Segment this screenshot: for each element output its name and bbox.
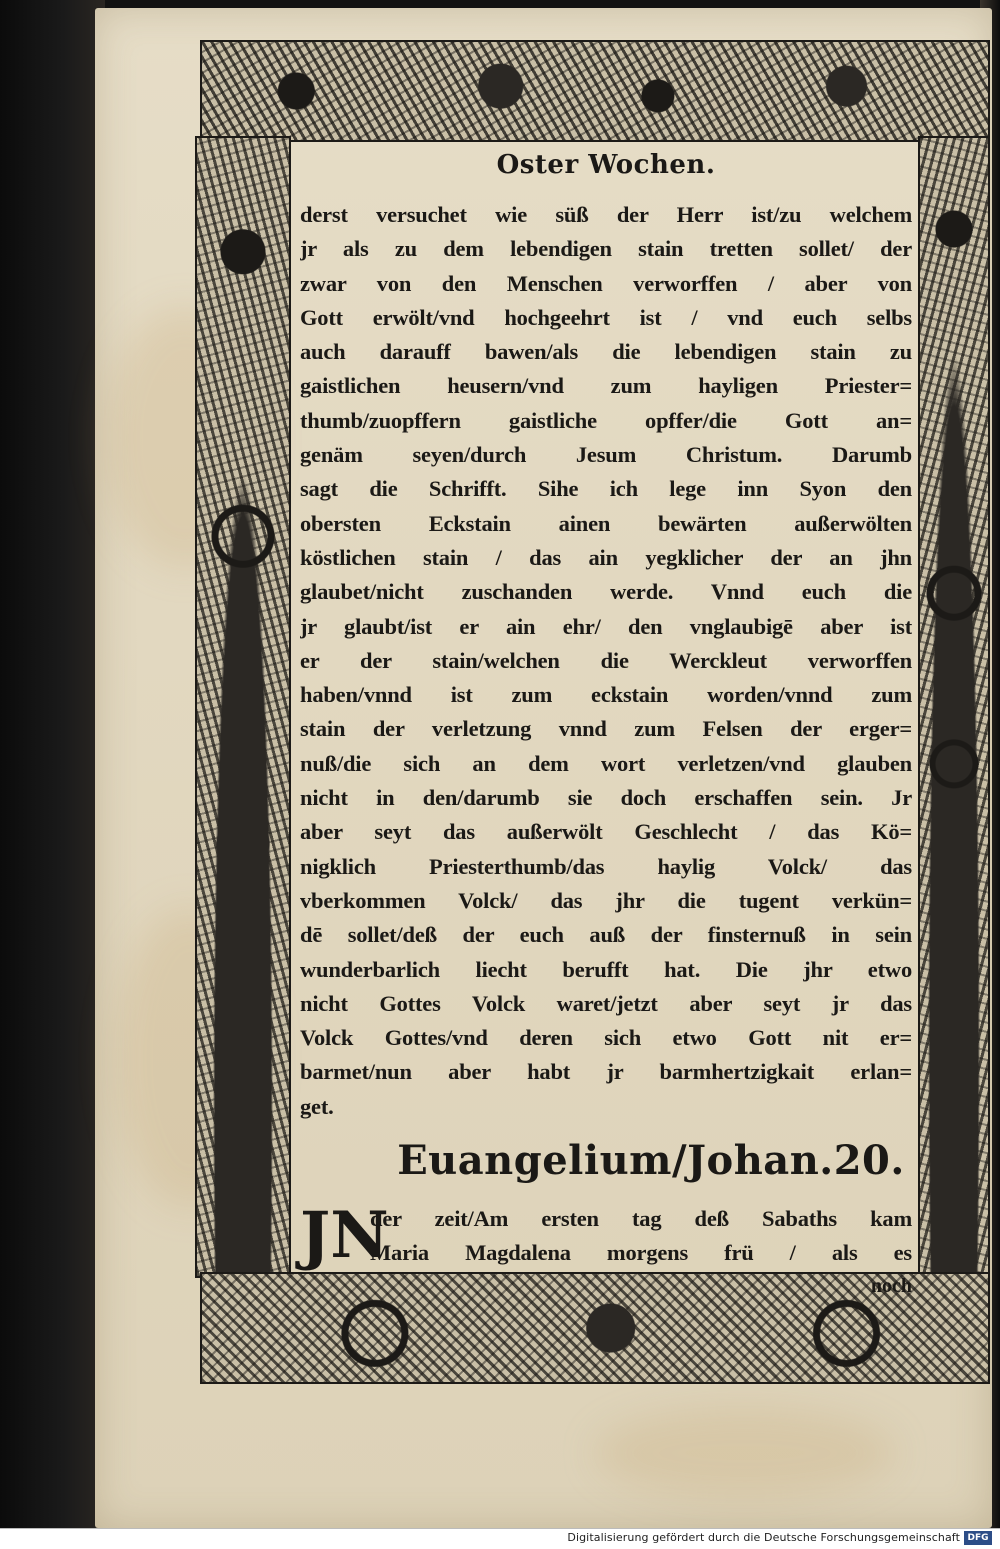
- text-line: obersten Eckstain ainen bewärten außerwölten: [300, 510, 912, 536]
- text-line: nicht in den/darumb sie doch erschaffen sein. Jr: [300, 785, 912, 811]
- text-line: auch darauff bawen/als die lebendigen stain zu: [300, 339, 912, 365]
- text-block: [300, 150, 912, 1301]
- text-line: der zeit/Am ersten tag deß Sabaths kam: [370, 1206, 912, 1232]
- epistle-text: [300, 198, 912, 1124]
- woodcut-border-top: [200, 40, 990, 142]
- book-binding-edge: [0, 0, 105, 1530]
- text-line: vberkommen Volck/ das jhr die tugent verkün=: [300, 887, 912, 913]
- text-line: köstlichen stain / das ain yegklicher der an jhn: [300, 544, 912, 570]
- text-line: genäm seyen/durch Jesum Christum. Darumb: [300, 442, 912, 468]
- footer-credit: Digitalisierung gefördert durch die Deutsche Forschungsgemeinschaft: [567, 1531, 960, 1544]
- text-line: nigklich Priesterthumb/das haylig Volck/ das: [300, 853, 912, 879]
- text-line: aber seyt das außerwölt Geschlecht / das Kö=: [300, 819, 912, 845]
- text-line: sagt die Schrifft. Sihe ich lege inn Syon den: [300, 476, 912, 502]
- text-line: Maria Magdalena morgens frü / als es: [370, 1240, 912, 1266]
- running-head: Oster Wochen.: [496, 150, 716, 180]
- text-line: jr glaubt/ist er ain ehr/ den vnglaubigē aber ist: [300, 613, 912, 639]
- gospel-text: [300, 1198, 912, 1301]
- section-heading: Euangelium/Johan.20.: [397, 1137, 905, 1185]
- text-line: dē sollet/deß der euch auß der finsternuß in sein: [300, 922, 912, 948]
- text-line: stain der verletzung vnnd zum Felsen der erger=: [300, 716, 912, 742]
- text-line: er der stain/welchen die Werckleut verworffen: [300, 647, 912, 673]
- text-line: glaubet/nicht zuschanden werde. Vnnd euch die: [300, 579, 912, 605]
- text-line: Volck Gottes/vnd deren sich etwo Gott nit er=: [300, 1025, 912, 1051]
- text-line: nicht Gottes Volck waret/jetzt aber seyt jr das: [300, 990, 912, 1016]
- text-line: jr als zu dem lebendigen stain tretten sollet/ der: [300, 236, 912, 262]
- woodcut-border-left: [195, 136, 291, 1278]
- catchword: noch: [870, 1274, 912, 1297]
- text-line: get.: [300, 1093, 334, 1119]
- text-line: haben/vnnd ist zum eckstain worden/vnnd zum: [300, 682, 912, 708]
- paper-stain: [595, 1408, 895, 1498]
- text-line: wunderbarlich liecht berufft hat. Die jhr etwo: [300, 956, 912, 982]
- text-line: derst versuchet wie süß der Herr ist/zu welchem: [300, 202, 912, 227]
- decorated-initial: JN: [300, 1198, 389, 1274]
- text-line: Gott erwölt/vnd hochgeehrt ist / vnd euch selbs: [300, 304, 912, 330]
- text-line: zwar von den Menschen verworffen / aber von: [300, 270, 912, 296]
- woodcut-border-right: [918, 136, 990, 1278]
- text-line: nuß/die sich an dem wort verletzen/vnd glauben: [300, 750, 912, 776]
- text-line: barmet/nun aber habt jr barmhertzigkait erlan=: [300, 1059, 912, 1085]
- text-line: thumb/zuopffern gaistliche opffer/die Gott an=: [300, 407, 912, 433]
- text-line: gaistlichen heusern/vnd zum hayligen Priester=: [300, 373, 912, 399]
- dfg-logo-icon: DFG: [964, 1531, 992, 1545]
